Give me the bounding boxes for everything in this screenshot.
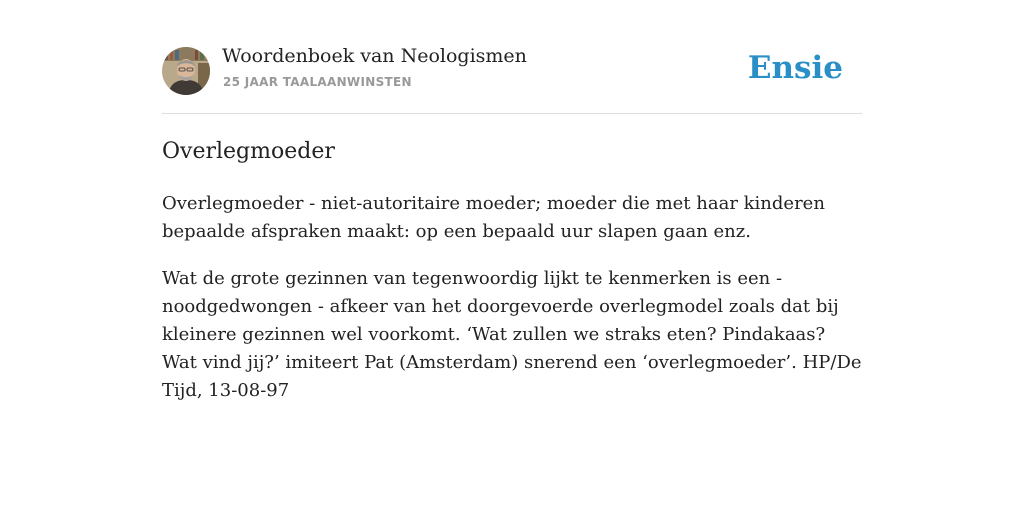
brand-logo[interactable]: Ensie	[747, 50, 843, 86]
entry-card	[162, 0, 862, 401]
avatar-portrait-icon	[162, 47, 210, 95]
entry-quote: Wat de grote gezinnen van tegenwoordig lijkt te kenmerken is een - noodgedwongen - afkeer van het doorgevoerde overlegmodel zoals dat bij kleinere gezinnen wel voorkomt. ‘Wat zullen we straks eten? Pindakaas? Wat vind jij?’ imiteert Pat (Amsterdam) snerend een ‘overlegmoeder’. HP/De Tijd, 13-08-97	[162, 268, 862, 401]
entry-definition: Overlegmoeder - niet-autoritaire moeder; moeder die met haar kinderen bepaalde afspraken maakt: op een bepaald uur slapen gaan enz.	[162, 193, 825, 242]
entry-title: Overlegmoeder	[162, 139, 335, 164]
author-avatar[interactable]	[162, 47, 210, 95]
author-name[interactable]: Woordenboek van Neologismen	[222, 45, 527, 67]
author-subtitle: 25 JAAR TAALAANWINSTEN	[223, 75, 412, 89]
header	[162, 0, 862, 114]
